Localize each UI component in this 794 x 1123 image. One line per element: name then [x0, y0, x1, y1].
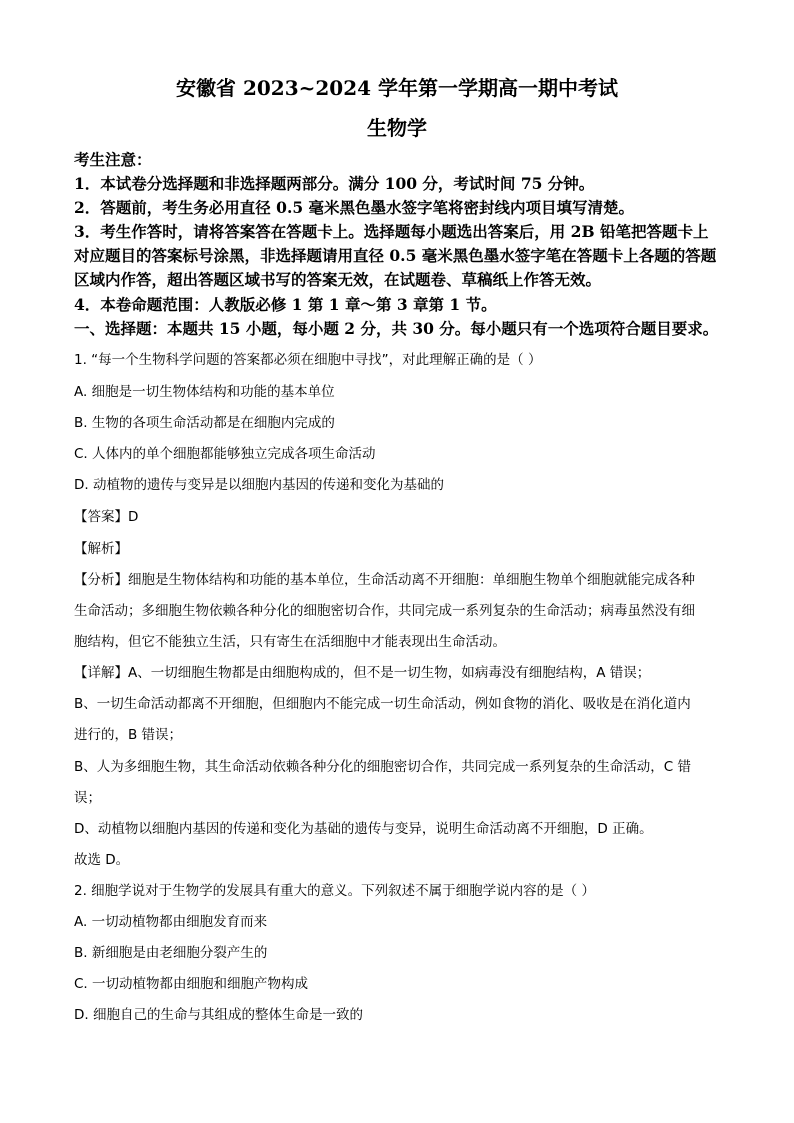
detail-line: B、一切生命活动都离不开细胞，但细胞内不能完成一切生命活动，例如食物的消化、吸收是在消化道内 [74, 696, 691, 712]
detail-line: B、人为多细胞生物，其生命活动依赖各种分化的细胞密切合作，共同完成一系列复杂的生命活动，C 错 [74, 759, 691, 775]
question-2-option-d: D. 细胞自己的生命与其组成的整体生命是一致的 [74, 1007, 363, 1023]
fenxi-text: 细胞是生物体结构和功能的基本单位，生命活动离不开细胞：单细胞生物单个细胞就能完成各种 [128, 572, 695, 588]
analysis-label: 【解析】 [74, 541, 128, 557]
xiangjie-label: 【详解】 [74, 665, 128, 681]
notice-item: 4．本卷命题范围：人教版必修 1 第 1 章～第 3 章第 1 节。 [74, 295, 497, 314]
notice-heading: 考生注意： [74, 150, 152, 169]
question-1-option-d: D. 动植物的遗传与变异是以细胞内基因的传递和变化为基础的 [74, 477, 444, 493]
xiangjie-text: A、一切细胞生物都是由细胞构成的，但不是一切生物，如病毒没有细胞结构，A 错误； [128, 665, 651, 681]
detail-line: 进行的，B 错误； [74, 727, 183, 743]
answer-line [74, 505, 138, 525]
notice-item: 2．答题前，考生务必用直径 0.5 毫米黑色墨水签字笔将密封线内项目填写清楚。 [74, 198, 635, 217]
detail-line: 故选 D。 [74, 852, 130, 868]
question-2-stem: 2. 细胞学说对于生物学的发展具有重大的意义。下列叙述不属于细胞学说内容的是（ ） [74, 883, 595, 899]
question-1-stem: 1. “每一个生物科学问题的答案都必须在细胞中寻找”，对此理解正确的是（ ） [74, 352, 542, 368]
xiangjie-line [74, 661, 650, 681]
answer-label: 【答案】 [74, 509, 128, 525]
question-1-option-c: C. 人体内的单个细胞都能够独立完成各项生命活动 [74, 446, 376, 462]
section-heading: 一、选择题：本题共 15 小题，每小题 2 分，共 30 分。每小题只有一个选项符合题目要求。 [74, 319, 719, 338]
detail-line: D、动植物以细胞内基因的传递和变化为基础的遗传与变异，说明生命活动离不开细胞，D 正确。 [74, 821, 653, 837]
question-1-option-a: A. 细胞是一切生物体结构和功能的基本单位 [74, 384, 335, 400]
fenxi-line [74, 568, 695, 588]
question-1-option-b: B. 生物的各项生命活动都是在细胞内完成的 [74, 415, 335, 431]
subject-title: 生物学 [367, 116, 427, 140]
fenxi-label: 【分析】 [74, 572, 128, 588]
question-2-option-b: B. 新细胞是由老细胞分裂产生的 [74, 945, 268, 961]
notice-item: 3．考生作答时，请将答案答在答题卡上。选择题每小题选出答案后，用 2B 铅笔把答题卡上 [74, 222, 709, 241]
question-2-option-c: C. 一切动植物都由细胞和细胞产物构成 [74, 976, 309, 992]
notice-item: 1．本试卷分选择题和非选择题两部分。满分 100 分，考试时间 75 分钟。 [74, 174, 595, 193]
notice-item: 区域内作答，超出答题区域书写的答案无效，在试题卷、草稿纸上作答无效。 [74, 270, 602, 289]
fenxi-text: 胞结构，但它不能独立生活，只有寄生在活细胞中才能表现出生命活动。 [74, 634, 506, 650]
detail-line: 误； [74, 790, 101, 806]
answer-value: D [128, 509, 139, 525]
fenxi-text: 生命活动；多细胞生物依赖各种分化的细胞密切合作，共同完成一系列复杂的生命活动；病毒虽然没有细 [74, 603, 695, 619]
notice-item: 对应题目的答案标号涂黑，非选择题请用直径 0.5 毫米黑色墨水签字笔在答题卡上各题的答题 [74, 246, 717, 265]
exam-title: 安徽省 2023~2024 学年第一学期高一期中考试 [175, 76, 618, 100]
question-2-option-a: A. 一切动植物都由细胞发育而来 [74, 914, 268, 930]
